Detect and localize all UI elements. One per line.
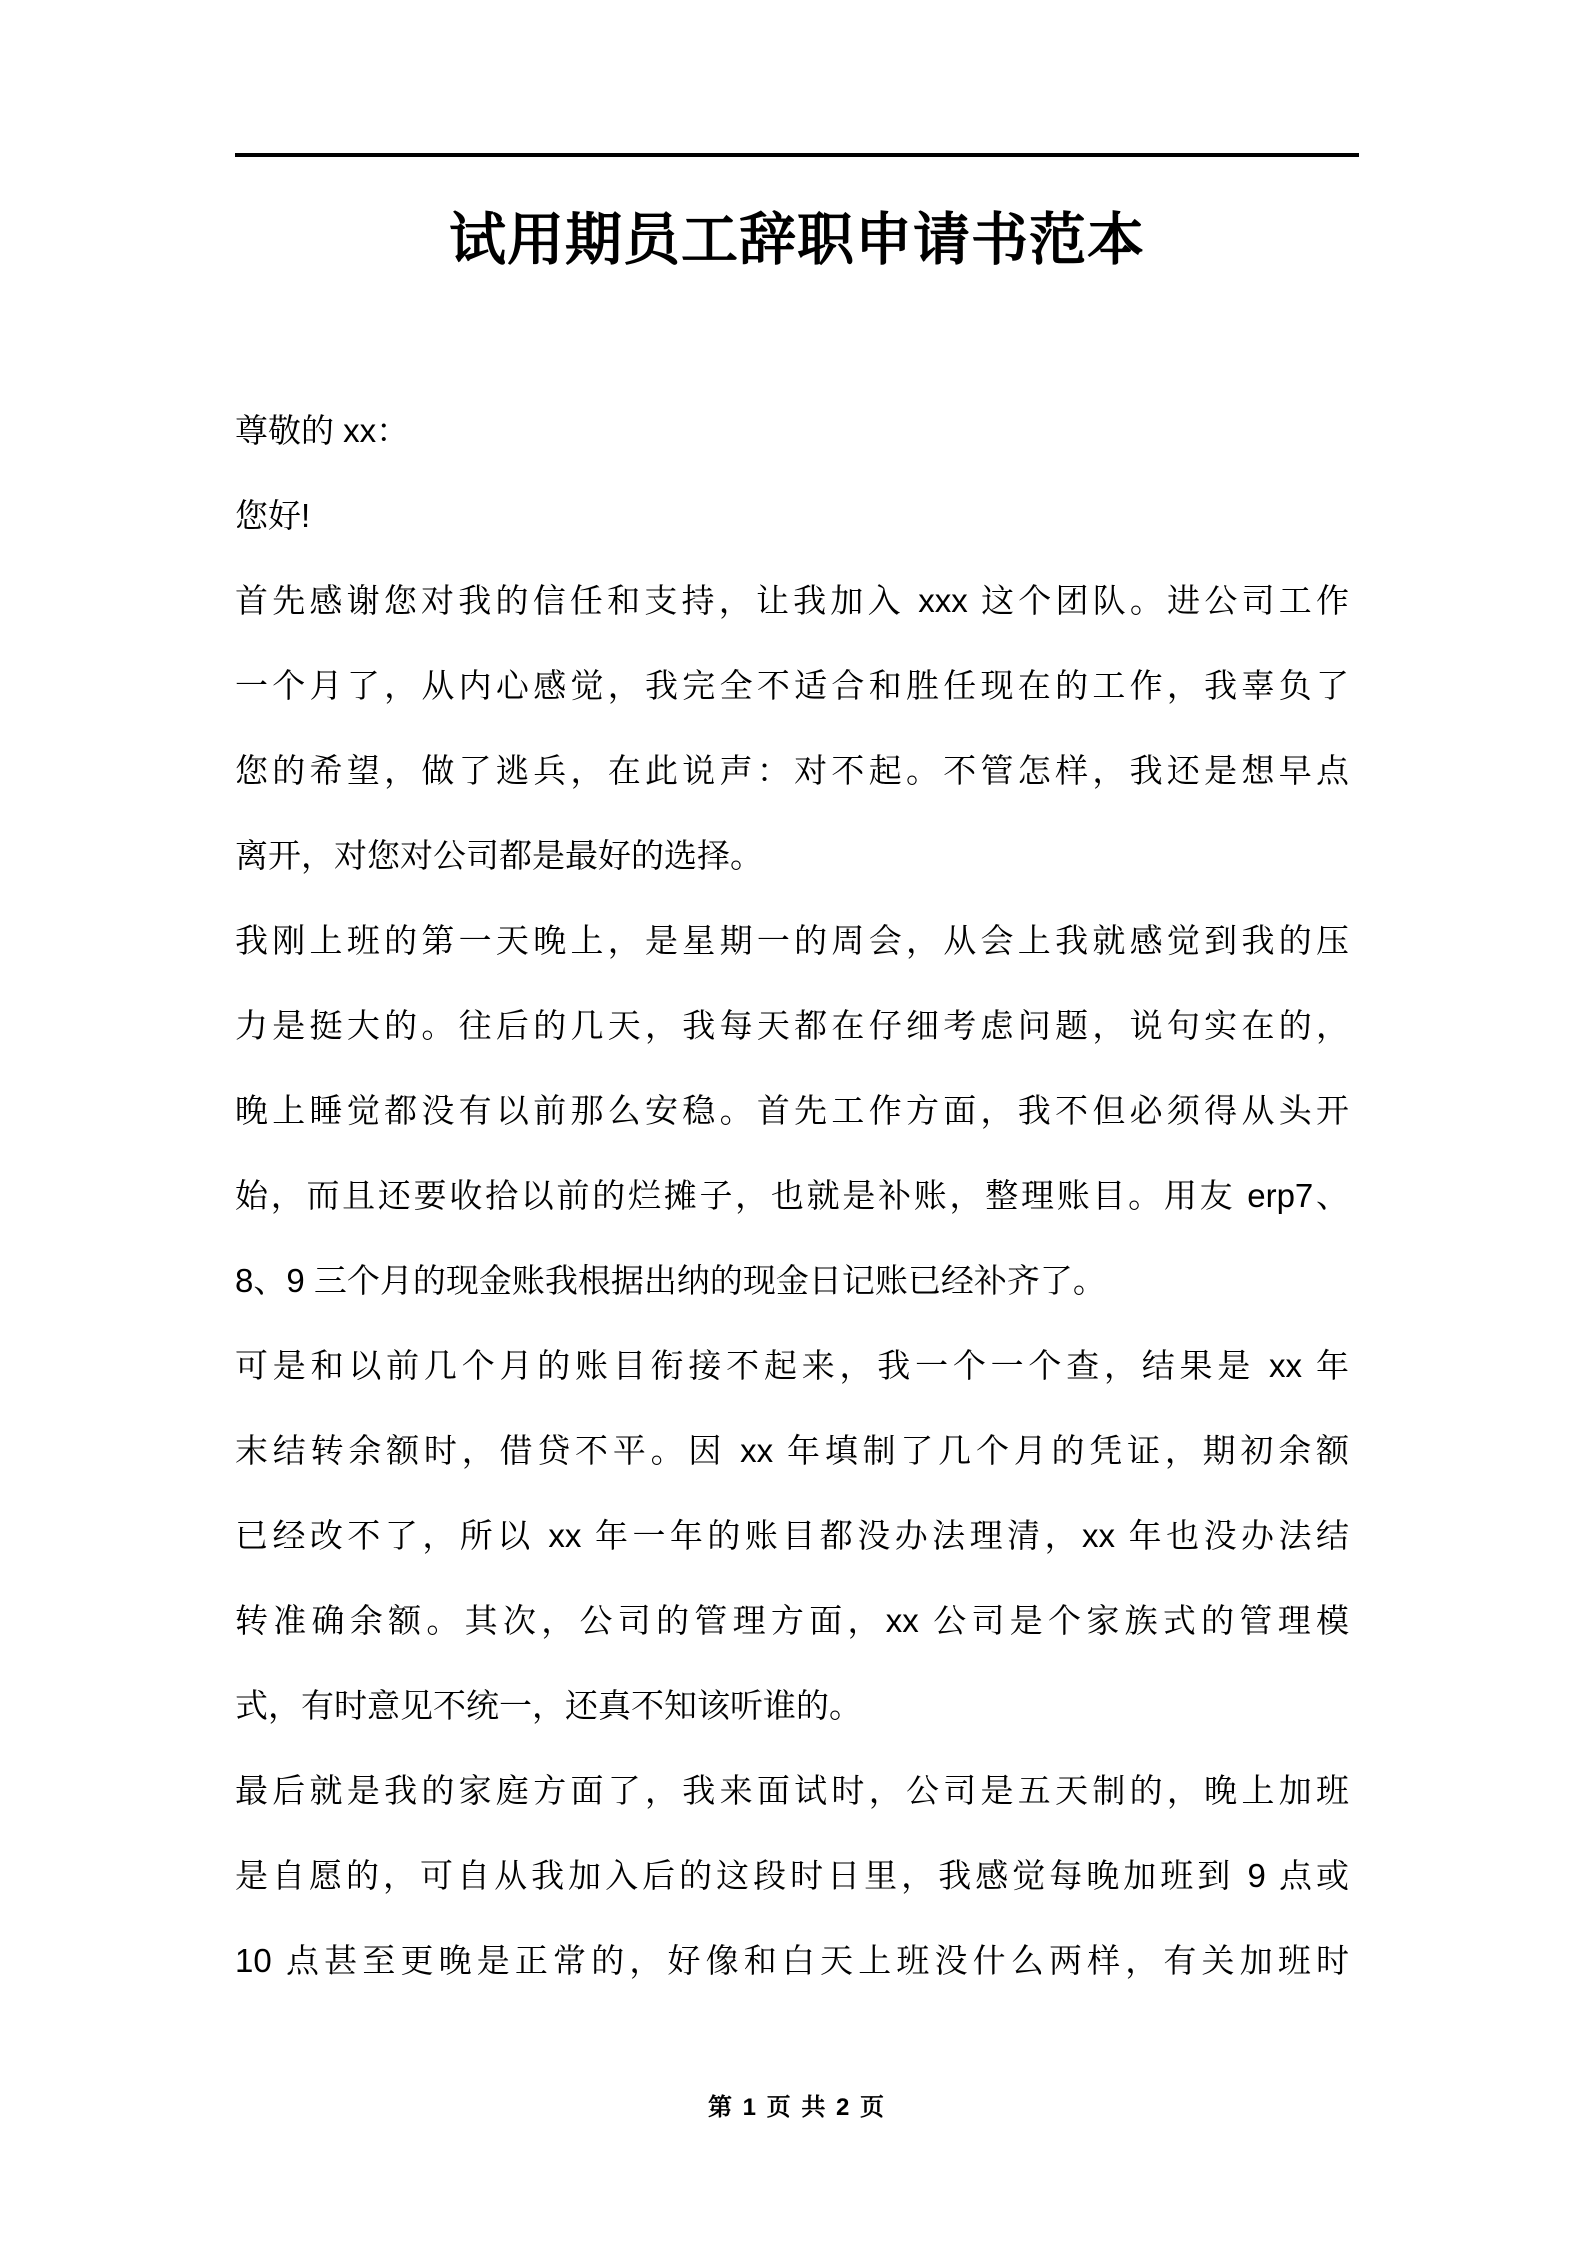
page-footer: 第 1 页 共 2 页: [707, 2094, 887, 2121]
text-line: 您好!: [235, 497, 311, 534]
text-line: 式，有时意见不统一，还真不知该听谁的。: [235, 1687, 862, 1724]
text-line: 一个月了，从内心感觉，我完全不适合和胜任现在的工作，我辜负了: [235, 667, 1349, 704]
text-line: 晚上睡觉都没有以前那么安稳。首先工作方面，我不但必须得从头开: [235, 1092, 1349, 1129]
text-line: 力是挺大的。往后的几天，我每天都在仔细考虑问题，说句实在的，: [235, 1007, 1349, 1044]
page-title: 试用期员工辞职申请书范本: [449, 208, 1145, 272]
text-line: 始，而且还要收拾以前的烂摊子，也就是补账，整理账目。用友 erp7、: [235, 1177, 1349, 1214]
document-body: [235, 388, 1349, 2003]
text-line: 可是和以前几个月的账目衔接不起来，我一个一个查，结果是 xx 年: [235, 1347, 1349, 1384]
header-rule: [235, 153, 1359, 157]
text-line: 已经改不了，所以 xx 年一年的账目都没办法理清，xx 年也没办法结: [235, 1517, 1349, 1554]
text-line: 离开，对您对公司都是最好的选择。: [235, 837, 763, 874]
text-line: 8、9 三个月的现金账我根据出纳的现金日记账已经补齐了。: [235, 1262, 1106, 1299]
text-line: 10 点甚至更晚是正常的，好像和白天上班没什么两样，有关加班时: [235, 1942, 1349, 1979]
text-line: 您的希望，做了逃兵，在此说声：对不起。不管怎样，我还是想早点: [235, 752, 1349, 789]
text-line: 我刚上班的第一天晚上，是星期一的周会，从会上我就感觉到我的压: [235, 922, 1349, 959]
text-line: 末结转余额时，借贷不平。因 xx 年填制了几个月的凭证，期初余额: [235, 1432, 1349, 1469]
text-line: 首先感谢您对我的信任和支持，让我加入 xxx 这个团队。进公司工作: [235, 582, 1349, 619]
text-line: 最后就是我的家庭方面了，我来面试时，公司是五天制的，晚上加班: [235, 1772, 1349, 1809]
text-line: 转准确余额。其次，公司的管理方面，xx 公司是个家族式的管理模: [235, 1602, 1349, 1639]
text-line: 是自愿的，可自从我加入后的这段时日里，我感觉每晚加班到 9 点或: [235, 1857, 1349, 1894]
text-line: 尊敬的 xx：: [235, 412, 410, 449]
